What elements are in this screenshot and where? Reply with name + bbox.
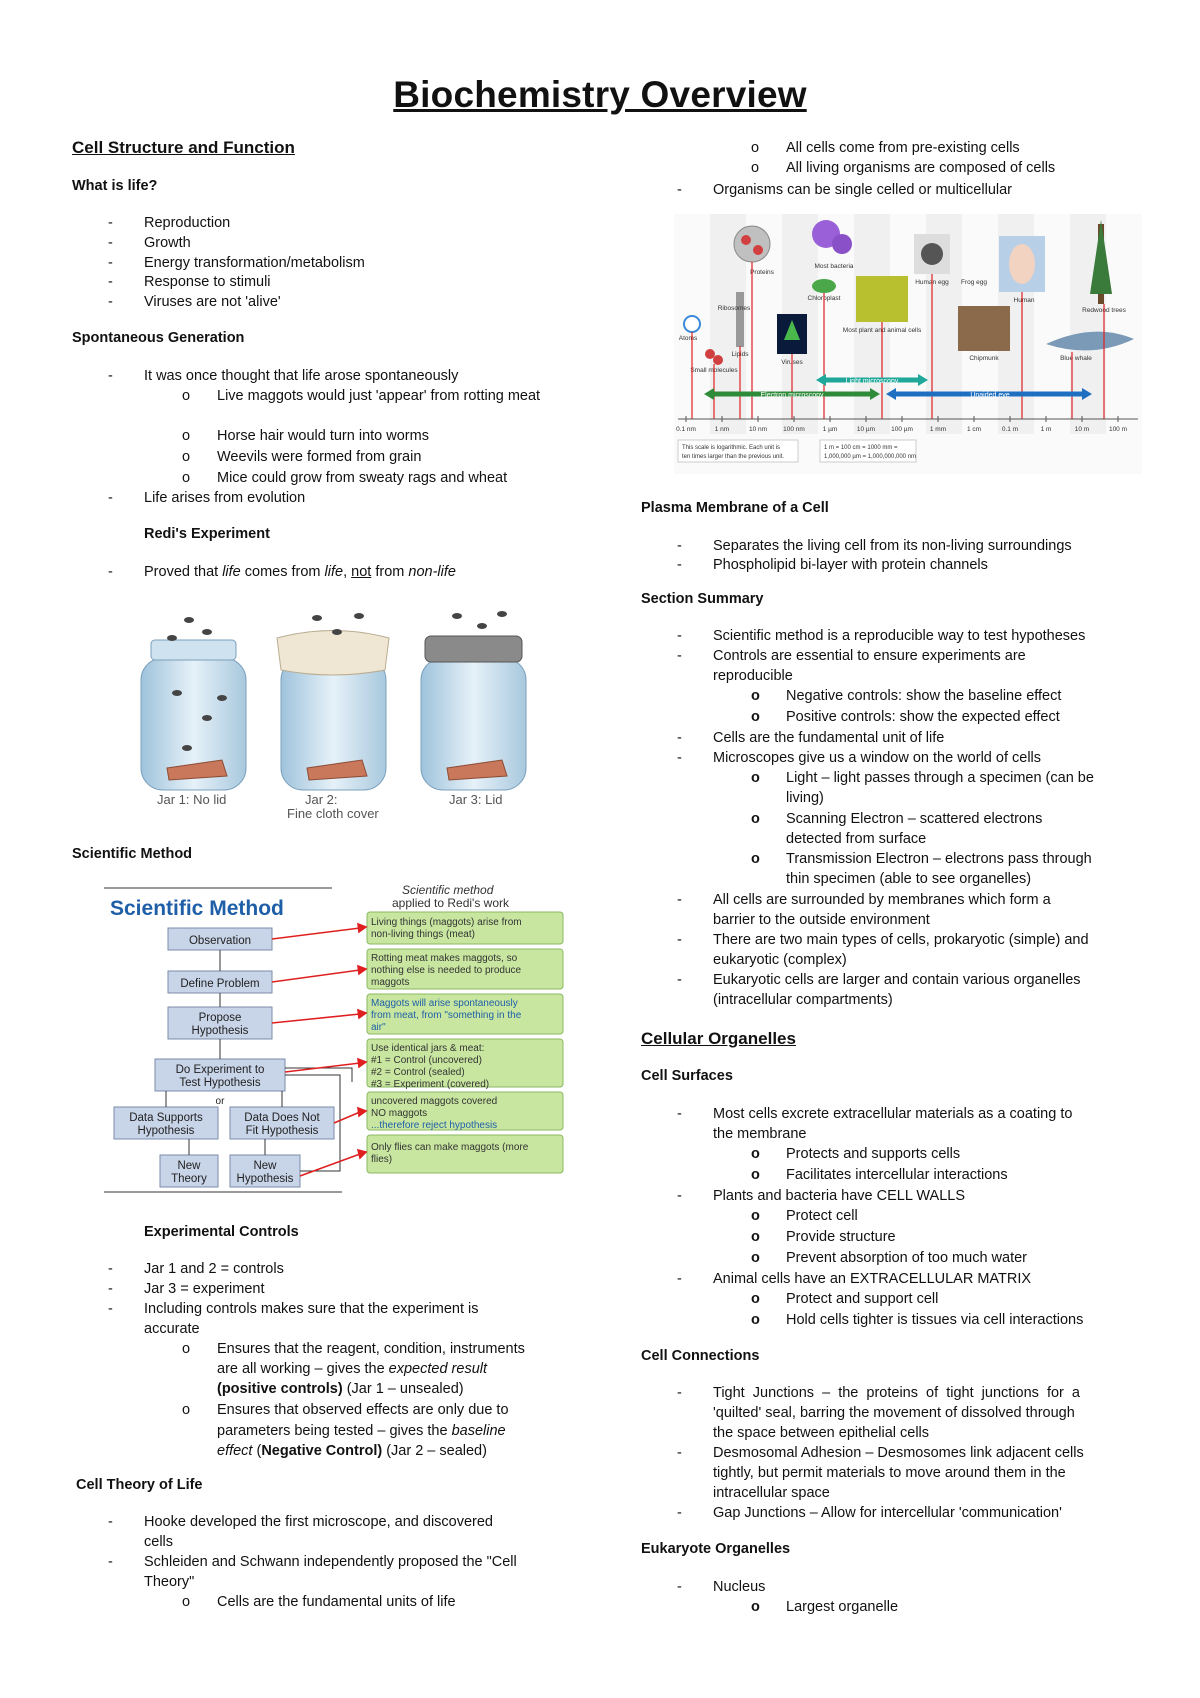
flow-title: Scientific Method	[110, 897, 284, 920]
list-item: Desmosomal Adhesion – Desmosomes link adjacent cells	[713, 1445, 1084, 1461]
bullet-marker: o	[182, 428, 191, 444]
cell-theory-heading: Cell Theory of Life	[76, 1477, 203, 1493]
list-item: Viruses are not 'alive'	[144, 294, 281, 310]
scale-label-chipmunk: Chipmunk	[969, 355, 999, 362]
page-title: Biochemistry Overview	[393, 74, 807, 115]
scale-note-2-line-2: 1,000,000 µm = 1,000,000,000 nm	[824, 454, 917, 460]
list-item: Organisms can be single celled or multicellular	[713, 182, 1012, 198]
scale-label-whale: Blue whale	[1060, 355, 1092, 362]
list-item-continuation: detected from surface	[786, 831, 927, 847]
list-item: Hooke developed the first microscope, and discovered	[144, 1514, 493, 1530]
scale-note-1-line-2: ten times larger than the previous unit.	[682, 454, 785, 460]
scale-tick-label: 100 nm	[783, 426, 805, 433]
scale-tick-label: 100 m	[1108, 426, 1128, 433]
list-item: Plants and bacteria have CELL WALLS	[713, 1188, 966, 1204]
green-box-3-line-3: air"	[371, 1022, 386, 1033]
bullet-marker: -	[677, 1579, 682, 1595]
scale-tick-label: 100 µm	[891, 426, 913, 433]
what-is-life-heading: What is life?	[72, 178, 158, 194]
list-item: Most cells excrete extracellular materials as a coating to	[713, 1106, 1073, 1122]
bullet-marker: -	[677, 750, 682, 766]
scale-label-human: Human	[1013, 297, 1035, 304]
scale-label-atoms: Atoms	[678, 335, 698, 342]
bullet-marker: o	[751, 811, 760, 827]
light-microscopy-bar: Light microscopy	[845, 378, 899, 385]
bullet-marker: o	[751, 1208, 760, 1224]
scale-label-proteins: Proteins	[750, 269, 774, 276]
list-item: Tight Junctions – the proteins of tight junctions for a	[713, 1385, 1080, 1401]
bullet-marker: o	[751, 688, 760, 704]
list-item: Facilitates intercellular interactions	[786, 1167, 1008, 1183]
list-item-continuation: cells	[144, 1534, 174, 1550]
list-item: Protect cell	[786, 1208, 858, 1224]
scale-tick-label: 0.1 nm	[676, 426, 696, 433]
scale-label-chloroplast: Chloroplast	[807, 295, 841, 302]
bullet-marker: o	[751, 770, 760, 786]
list-item: Including controls makes sure that the experiment is	[144, 1301, 479, 1317]
scale-label-frog-egg: Frog egg	[960, 279, 988, 286]
bullet-marker: -	[108, 1261, 113, 1277]
list-item: Microscopes give us a window on the world of cells	[713, 750, 1042, 766]
bullet-marker: o	[751, 1599, 760, 1615]
flow-theory-2: Theory	[171, 1173, 207, 1185]
list-item: Gap Junctions – Allow for intercellular 'communication'	[713, 1505, 1062, 1521]
green-box-1-line-1: Living things (maggots) arise from	[371, 917, 522, 928]
flow-or: or	[215, 1096, 225, 1107]
list-item: Light – light passes through a specimen (can be	[786, 770, 1094, 786]
eukaryote-organelles-heading: Eukaryote Organelles	[641, 1541, 791, 1557]
list-item: Protects and supports cells	[786, 1146, 961, 1162]
list-item-continuation: eukaryotic (complex)	[713, 952, 847, 968]
list-item: Largest organelle	[786, 1599, 899, 1615]
flow-supports-1: Data Supports	[129, 1112, 203, 1124]
bullet-marker: -	[108, 490, 113, 506]
green-box-1-line-2: non-living things (meat)	[371, 929, 475, 940]
jar-3	[421, 611, 526, 790]
list-item-continuation: (positive controls) (Jar 1 – unsealed)	[217, 1381, 464, 1397]
bullet-marker: -	[677, 1445, 682, 1461]
cell-surfaces-heading: Cell Surfaces	[641, 1068, 733, 1084]
jar-1	[141, 617, 246, 790]
green-box-6-line-2: flies)	[371, 1154, 393, 1165]
list-item: Hold cells tighter is tissues via cell interactions	[786, 1312, 1084, 1328]
bullet-marker: o	[182, 1594, 191, 1610]
bullet-marker: o	[751, 1291, 760, 1307]
bullet-marker: -	[677, 1106, 682, 1122]
experimental-controls-heading: Experimental Controls	[144, 1224, 299, 1240]
bullet-marker: o	[751, 1229, 760, 1245]
list-item-continuation: the membrane	[713, 1126, 807, 1142]
bullet-marker: o	[182, 449, 191, 465]
flow-subtitle-2: applied to Redi's work	[392, 896, 510, 910]
list-item-continuation: effect (Negative Control) (Jar 2 – sealed)	[217, 1443, 487, 1459]
list-item: Ensures that observed effects are only due to	[217, 1402, 509, 1418]
bullet-marker: -	[108, 1301, 113, 1317]
bullet-marker: o	[182, 470, 191, 486]
flow-supports-2: Hypothesis	[137, 1125, 195, 1137]
scale-note-2-line-1: 1 m = 100 cm = 1000 mm =	[824, 445, 898, 451]
scale-label-cells: Most plant and animal cells	[842, 327, 922, 334]
list-item: Animal cells have an EXTRACELLULAR MATRIX	[713, 1271, 1032, 1287]
flow-notfit-2: Fit Hypothesis	[245, 1125, 319, 1137]
bullet-marker: o	[751, 1312, 760, 1328]
flow-notfit-1: Data Does Not	[244, 1112, 320, 1124]
list-item: Life arises from evolution	[144, 490, 306, 506]
section-summary-heading: Section Summary	[641, 591, 764, 607]
list-item: All cells are surrounded by membranes which form a	[713, 892, 1051, 908]
bullet-marker: o	[751, 709, 760, 725]
list-item-continuation: 'quilted' seal, barring the movement of dissolved through	[713, 1405, 1075, 1421]
list-item: Weevils were formed from grain	[217, 449, 422, 465]
cellular-organelles-heading: Cellular Organelles	[641, 1029, 796, 1048]
scale-label-redwood: Redwood trees	[1082, 307, 1126, 314]
flow-propose-2: Hypothesis	[191, 1025, 249, 1037]
scale-tick-label: 10 nm	[748, 426, 768, 433]
green-box-4-line-4: #3 = Experiment (covered)	[371, 1079, 490, 1090]
list-item: Scientific method is a reproducible way to test hypotheses	[713, 628, 1086, 644]
list-item-continuation: accurate	[144, 1321, 200, 1337]
bullet-marker: o	[751, 1146, 760, 1162]
list-item-continuation: tightly, but permit materials to move around them in the	[713, 1465, 1066, 1481]
list-item: Horse hair would turn into worms	[217, 428, 429, 444]
bullet-marker: -	[677, 730, 682, 746]
green-box-2-line-2: nothing else is needed to produce	[371, 965, 522, 976]
size-scale-figure	[674, 214, 1142, 474]
list-item-continuation: thin specimen (able to see organelles)	[786, 871, 1032, 887]
list-item: Ensures that the reagent, condition, instruments	[217, 1341, 525, 1357]
bullet-marker: -	[108, 255, 113, 271]
spontaneous-heading: Spontaneous Generation	[72, 330, 245, 346]
green-box-4-line-3: #2 = Control (sealed)	[371, 1067, 465, 1078]
list-item-continuation: living)	[786, 790, 824, 806]
flow-define: Define Problem	[180, 978, 260, 990]
green-box-6-line-1: Only flies can make maggots (more	[371, 1142, 529, 1153]
flow-do-2: Test Hypothesis	[179, 1077, 261, 1089]
scale-tick-label: 0.1 m	[1001, 426, 1019, 433]
list-item: Live maggots would just 'appear' from rotting meat	[217, 388, 541, 404]
redi-conclusion: Proved that life comes from life, not from non-life	[144, 564, 456, 580]
plasma-membrane-heading: Plasma Membrane of a Cell	[641, 500, 829, 516]
bullet-marker: -	[108, 294, 113, 310]
bullet-marker: -	[677, 932, 682, 948]
bullet-marker: -	[677, 648, 682, 664]
list-item: There are two main types of cells, prokaryotic (simple) and	[713, 932, 1089, 948]
list-item-continuation: barrier to the outside environment	[713, 912, 930, 928]
green-box-3-line-1: Maggots will arise spontaneously	[371, 998, 518, 1009]
flow-theory-1: New	[177, 1160, 201, 1172]
list-item-continuation: Theory"	[144, 1574, 195, 1590]
bullet-marker: -	[677, 1385, 682, 1401]
list-item: Response to stimuli	[144, 274, 271, 290]
bullet-marker: o	[751, 160, 760, 176]
bullet-marker: -	[108, 564, 113, 580]
list-item: Nucleus	[713, 1579, 766, 1595]
scale-tick-label: 1 µm	[822, 426, 838, 433]
cell-structure-heading: Cell Structure and Function	[72, 138, 295, 157]
jar-1-label: Jar 1: No lid	[157, 792, 227, 807]
flow-subtitle-1: Scientific method	[402, 883, 494, 897]
list-item: Scanning Electron – scattered electrons	[786, 811, 1043, 827]
green-box-5-line-1: uncovered maggots covered	[371, 1096, 498, 1107]
list-item: Positive controls: show the expected effect	[786, 709, 1060, 725]
flow-newhyp-2: Hypothesis	[236, 1173, 294, 1185]
jar-3-label: Jar 3: Lid	[449, 792, 503, 807]
jar-2	[277, 613, 389, 790]
bullet-marker: -	[677, 182, 682, 198]
scale-label-lipids: Lipids	[731, 351, 749, 358]
list-item: Negative controls: show the baseline effect	[786, 688, 1062, 704]
jar-2-label: Jar 2:	[305, 792, 338, 807]
list-item: Jar 1 and 2 = controls	[144, 1261, 284, 1277]
list-item: Reproduction	[144, 215, 231, 231]
list-item: Phospholipid bi-layer with protein channels	[713, 557, 988, 573]
scale-tick-label: 10 m	[1074, 426, 1090, 433]
bullet-marker: o	[182, 1402, 191, 1418]
bullet-marker: -	[677, 1505, 682, 1521]
list-item-continuation: parameters being tested – gives the baseline	[217, 1423, 506, 1439]
list-item: Prevent absorption of too much water	[786, 1250, 1027, 1266]
scale-label-viruses: Viruses	[781, 359, 803, 366]
list-item: Provide structure	[786, 1229, 896, 1245]
list-item: Schleiden and Schwann independently proposed the "Cell	[144, 1554, 517, 1570]
bullet-marker: -	[677, 1271, 682, 1287]
bullet-marker: -	[677, 538, 682, 554]
list-item: Separates the living cell from its non-living surroundings	[713, 538, 1072, 554]
bullet-marker: -	[108, 274, 113, 290]
bullet-marker: -	[677, 892, 682, 908]
list-item: Controls are essential to ensure experiments are	[713, 648, 1026, 664]
list-item: Cells are the fundamental unit of life	[713, 730, 945, 746]
cell-connections-heading: Cell Connections	[641, 1348, 760, 1364]
scientific-method-heading: Scientific Method	[72, 846, 193, 862]
green-box-3-line-2: from meat, from "something in the	[371, 1010, 522, 1021]
redi-heading: Redi's Experiment	[144, 526, 270, 542]
unaided-eye-bar: Unaided eye	[970, 392, 1010, 399]
redi-jars-figure	[127, 598, 562, 818]
bullet-marker: o	[182, 1341, 191, 1357]
list-item: Cells are the fundamental units of life	[217, 1594, 456, 1610]
bullet-marker: -	[677, 628, 682, 644]
list-item: Energy transformation/metabolism	[144, 255, 365, 271]
flow-observation: Observation	[188, 935, 252, 947]
bullet-marker: -	[677, 1188, 682, 1204]
flow-propose-1: Propose	[198, 1012, 242, 1024]
scale-label-ribosomes: Ribosomes	[717, 305, 751, 312]
list-item-continuation: the space between epithelial cells	[713, 1425, 930, 1441]
green-box-5-line-3: ...therefore reject hypothesis	[371, 1120, 498, 1131]
scale-tick-label: 1 nm	[714, 426, 730, 433]
bullet-marker: -	[108, 1514, 113, 1530]
bullet-marker: -	[108, 368, 113, 384]
scale-tick-label: 1 cm	[966, 426, 982, 433]
jar-2-sublabel: Fine cloth cover	[287, 806, 379, 818]
bullet-marker: -	[677, 972, 682, 988]
list-item: Protect and support cell	[786, 1291, 939, 1307]
green-box-4-line-1: Use identical jars & meat:	[371, 1043, 485, 1054]
list-item-continuation: are all working – gives the expected result	[217, 1361, 488, 1377]
list-item: All cells come from pre-existing cells	[786, 140, 1020, 156]
list-item-continuation: intracellular space	[713, 1485, 830, 1501]
scale-label-bacteria: Most bacteria	[814, 263, 854, 270]
flow-do-1: Do Experiment to	[175, 1064, 265, 1076]
list-item-continuation: (intracellular compartments)	[713, 992, 893, 1008]
list-item: Transmission Electron – electrons pass through	[786, 851, 1092, 867]
bullet-marker: o	[751, 140, 760, 156]
bullet-marker: -	[108, 1281, 113, 1297]
list-item: Growth	[144, 235, 191, 251]
green-box-2-line-3: maggots	[371, 977, 410, 988]
bullet-marker: o	[751, 851, 760, 867]
bullet-marker: -	[108, 235, 113, 251]
green-box-4-line-2: #1 = Control (uncovered)	[371, 1055, 482, 1066]
list-item: Eukaryotic cells are larger and contain various organelles	[713, 972, 1081, 988]
bullet-marker: o	[751, 1250, 760, 1266]
bullet-marker: o	[751, 1167, 760, 1183]
scale-tick-label: 1 mm	[929, 426, 947, 433]
scale-tick-label: 1 m	[1040, 426, 1052, 433]
scale-label-small-molecules: Small molecules	[690, 367, 738, 374]
list-item: Jar 3 = experiment	[144, 1281, 265, 1297]
scale-label-human-egg: Human egg	[915, 279, 949, 286]
scientific-method-flowchart	[102, 882, 572, 1194]
bullet-marker: o	[182, 388, 191, 404]
scale-note-1-line-1: This scale is logarithmic. Each unit is	[682, 445, 781, 451]
list-item: It was once thought that life arose spontaneously	[144, 368, 459, 384]
bullet-marker: -	[108, 1554, 113, 1570]
bullet-marker: -	[677, 557, 682, 573]
list-item: All living organisms are composed of cells	[786, 160, 1056, 176]
green-box-5-line-2: NO maggots	[371, 1108, 428, 1119]
list-item: Mice could grow from sweaty rags and wheat	[217, 470, 508, 486]
scale-tick-label: 10 µm	[856, 426, 876, 433]
green-box-2-line-1: Rotting meat makes maggots, so	[371, 953, 518, 964]
list-item-continuation: reproducible	[713, 668, 793, 684]
flow-newhyp-1: New	[253, 1160, 277, 1172]
electron-microscopy-bar: Electron microscopy	[760, 392, 824, 399]
